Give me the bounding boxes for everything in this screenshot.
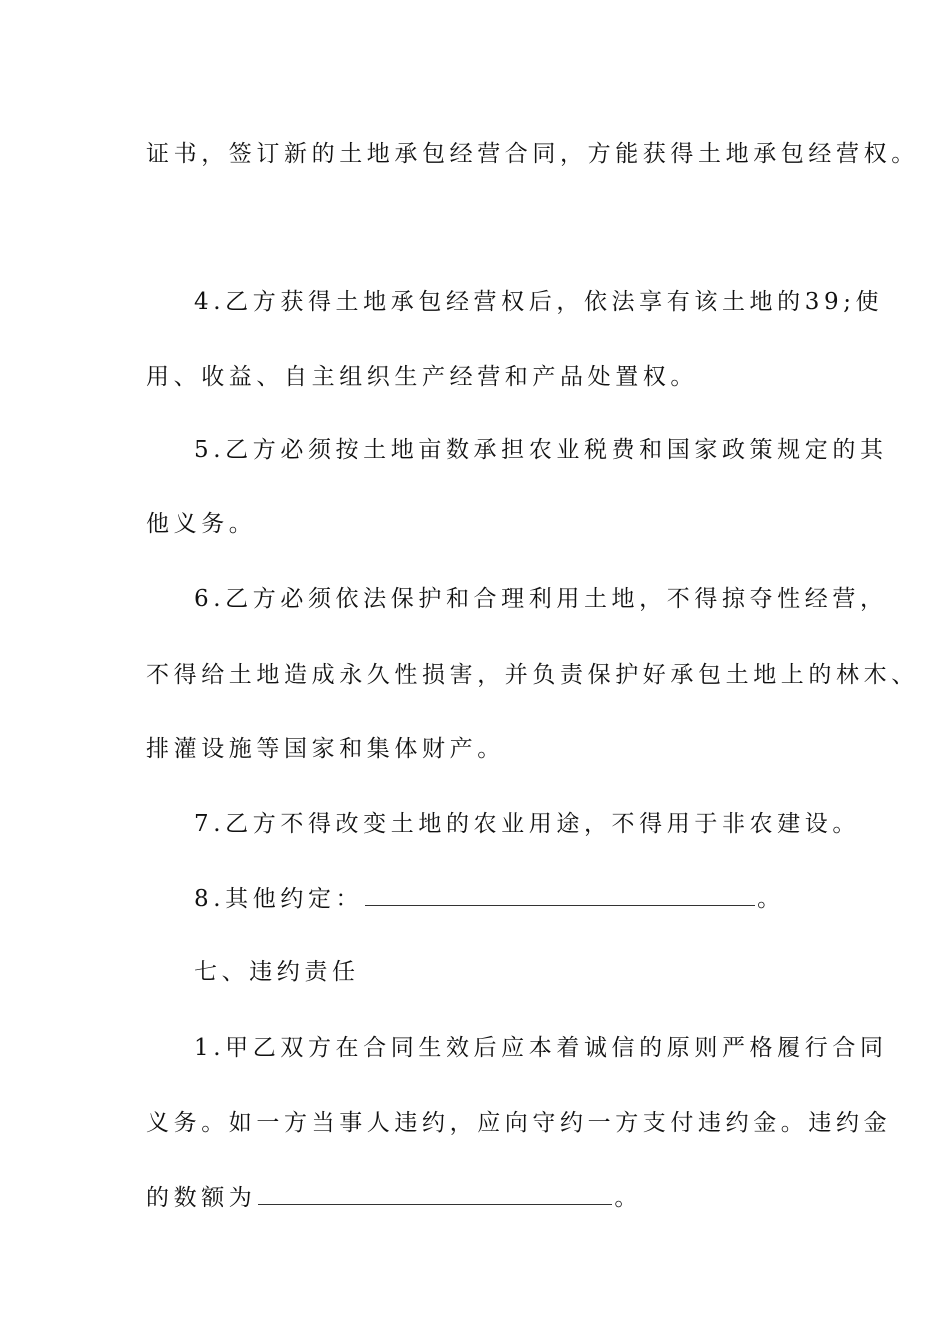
penalty-amount-line xyxy=(146,1182,642,1213)
paragraph-line: 用、收益、自主组织生产经营和产品处置权。 xyxy=(146,364,698,390)
paragraph-line: 他义务。 xyxy=(146,511,257,537)
paragraph-line: 5.乙方必须按土地亩数承担农业税费和国家政策规定的其 xyxy=(194,437,888,463)
penalty-amount-label: 的数额为 xyxy=(146,1185,257,1211)
other-agreement-suffix: 。 xyxy=(757,886,785,912)
paragraph-line: 4.乙方获得土地承包经营权后，依法享有该土地的39;使 xyxy=(194,289,884,315)
other-agreement-label: 8.其他约定： xyxy=(194,886,364,912)
paragraph-line: 1.甲乙双方在合同生效后应本着诚信的原则严格履行合同 xyxy=(194,1035,888,1061)
other-agreement-blank xyxy=(365,883,755,906)
paragraph-line: 排灌设施等国家和集体财产。 xyxy=(146,736,505,762)
paragraph-line: 证书，签订新的土地承包经营合同，方能获得土地承包经营权。 xyxy=(146,141,919,167)
paragraph-line: 不得给土地造成永久性损害，并负责保护好承包土地上的林木、 xyxy=(146,662,919,688)
paragraph-line: 7.乙方不得改变土地的农业用途，不得用于非农建设。 xyxy=(194,811,860,837)
paragraph-line: 义务。如一方当事人违约，应向守约一方支付违约金。违约金 xyxy=(146,1110,892,1136)
penalty-amount-suffix: 。 xyxy=(614,1185,643,1211)
paragraph-line: 6.乙方必须依法保护和合理利用土地，不得掠夺性经营， xyxy=(194,586,888,612)
section-heading: 七、违约责任 xyxy=(194,959,360,985)
penalty-amount-blank xyxy=(258,1182,612,1205)
other-agreement-line xyxy=(194,883,785,914)
